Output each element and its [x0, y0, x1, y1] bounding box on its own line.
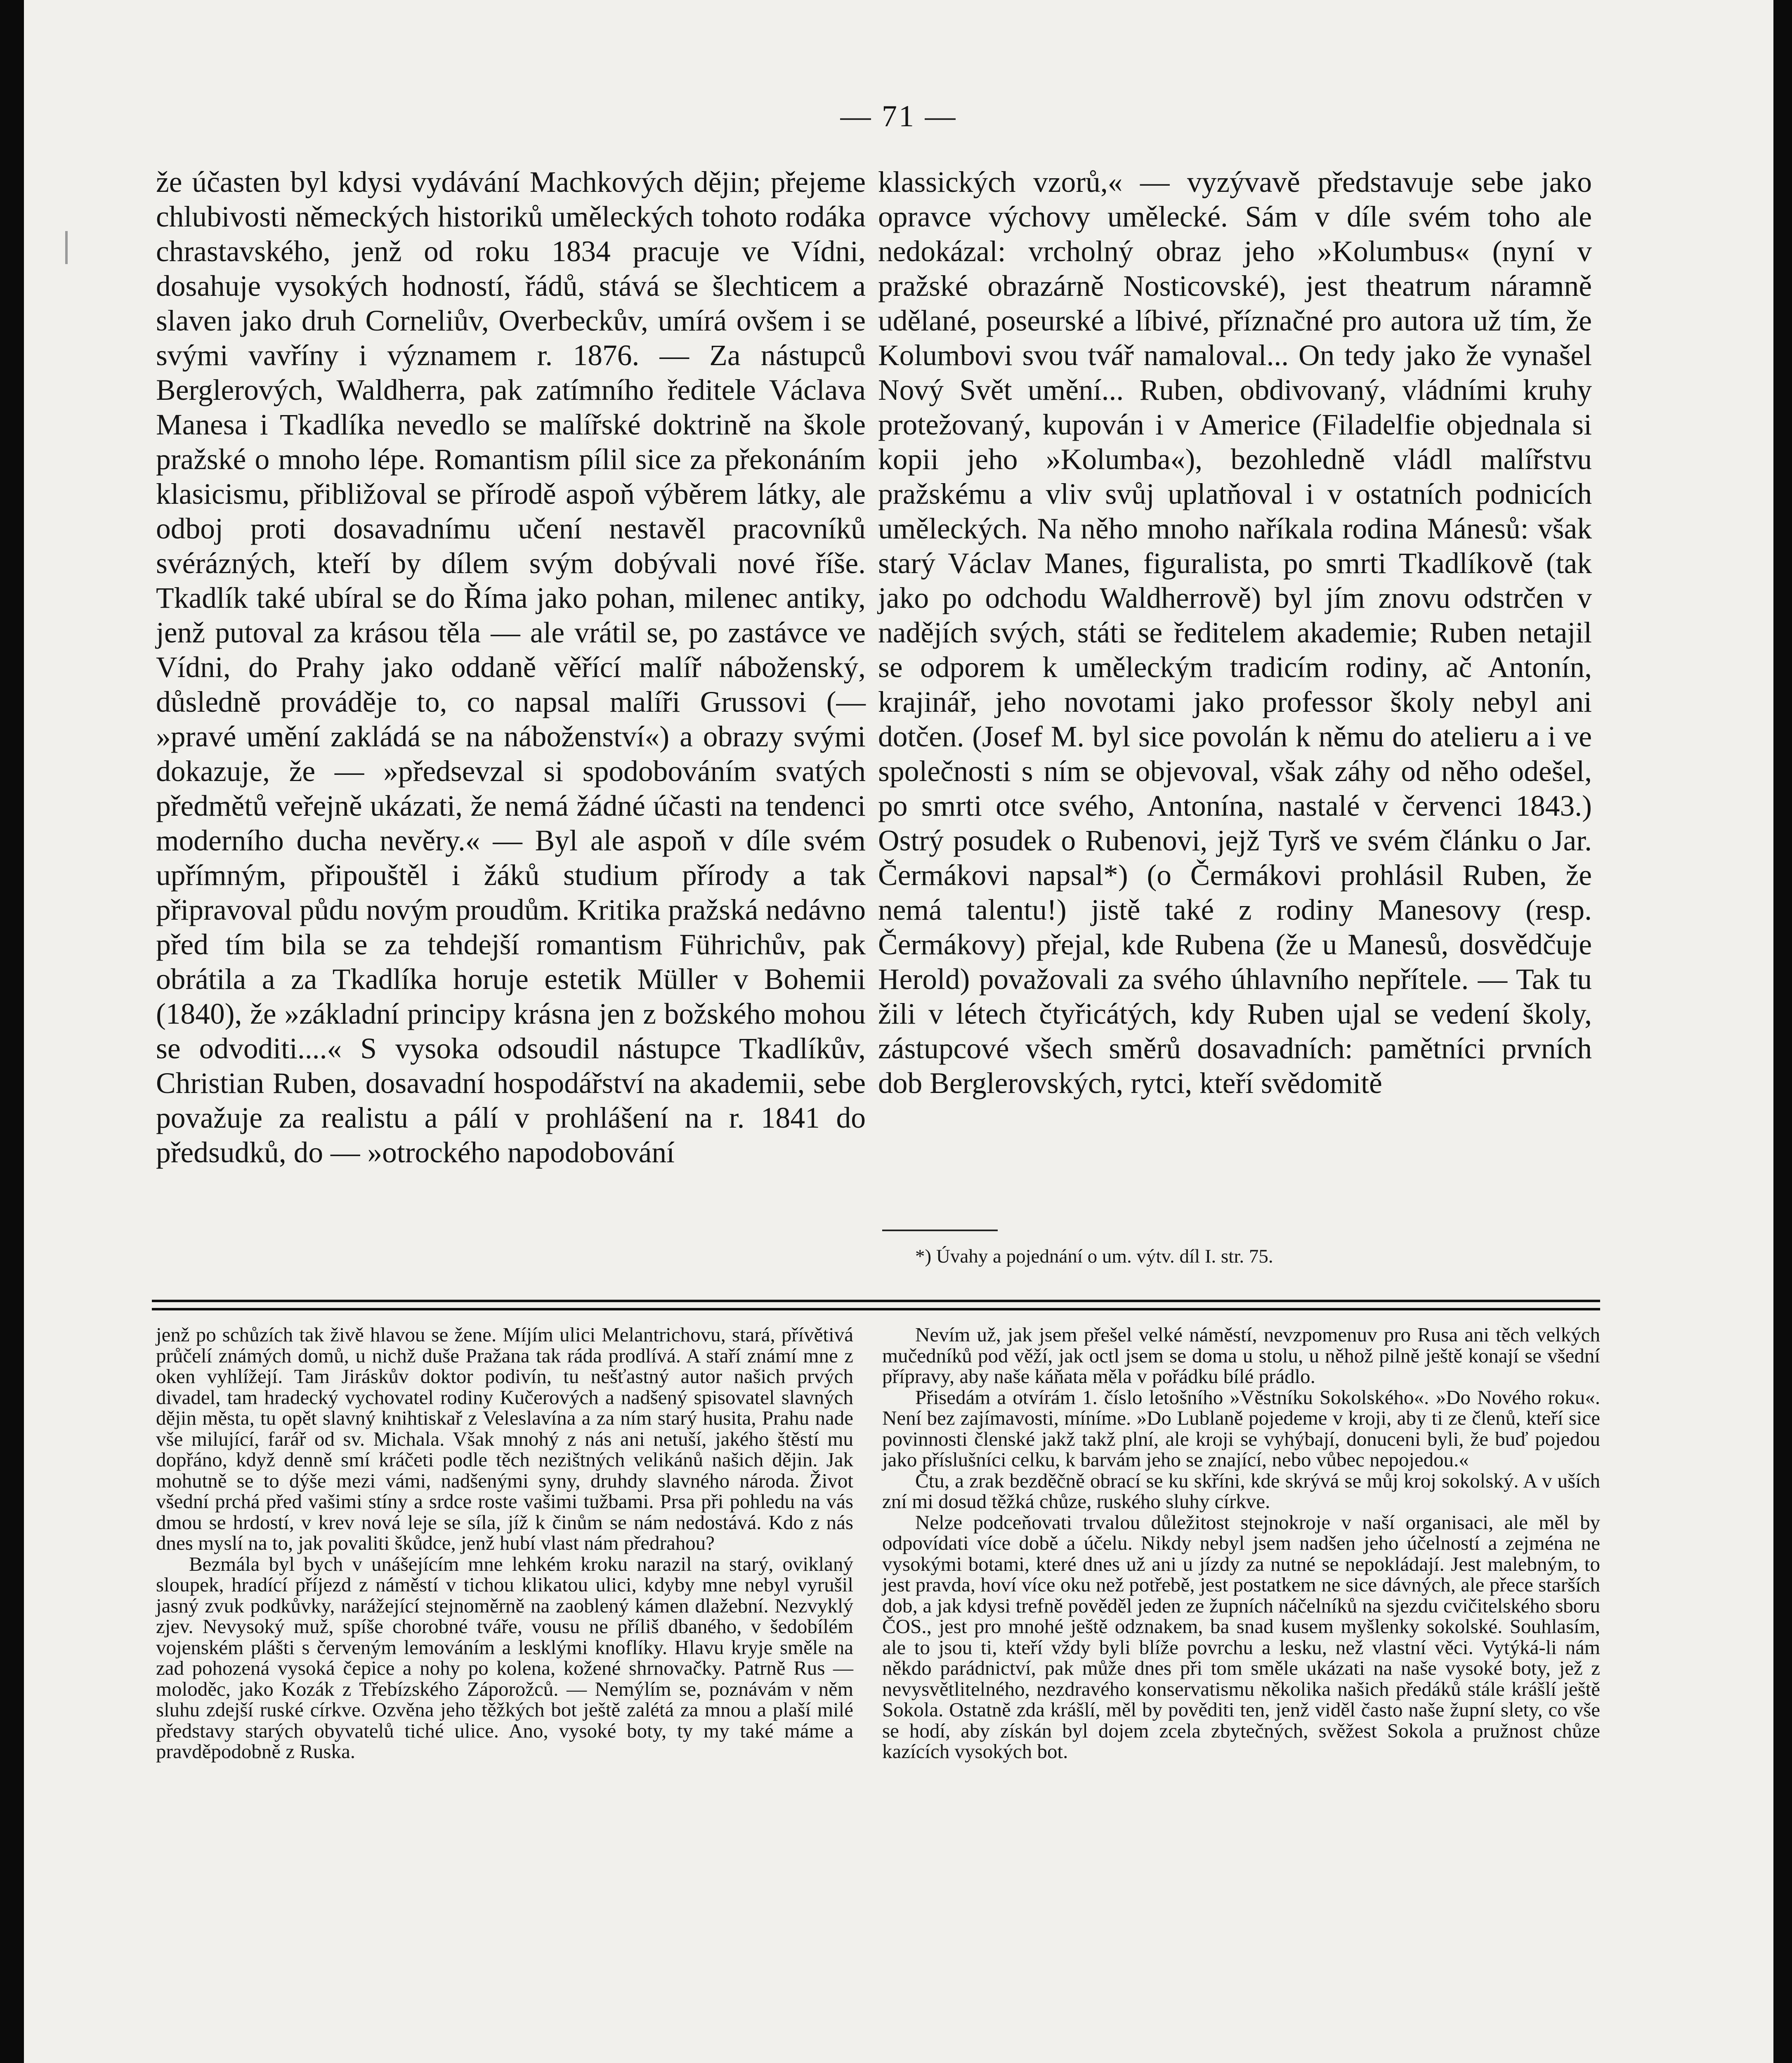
- page: [24, 0, 1773, 2063]
- footnote: *) Úvahy a pojednání o um. výtv. díl I. str. 75.: [915, 1246, 1273, 1267]
- upper-right-text: klassických vzorů,« — vyzývavě představuje sebe jako opravce výchovy umělecké. Sám v díle svém toho ale nedokázal: vrcholný obraz jeho »Kolumbus« (nyní v pražské obrazárně Nosticovské), jest theatrum náramně udělané, poseurské a líbivé, příznačné pro autora už tím, že Kolumbovi svou tvář namaloval... On tedy jako že vynašel Nový Svět umění... Ruben, obdivovaný, vládními kruhy protežovaný, kupován i v Americe (Filadelfie objednala si kopii jeho »Kolumba«), bezohledně vládl malířstvu pražskému a vliv svůj uplatňoval i v ostatních podnicích uměleckých. Na něho mnoho naříkala rodina Mánesů: však starý Václav Manes, figuralista, po smrti Tkadlíkově (tak jako po odchodu Waldherrově) byl jím znovu odstrčen v nadějích svých, státi se ředitelem akademie; Ruben netajil se odporem k uměleckým tradicím rodiny, ač Antonín, krajinář, jeho novotami jako professor školy nebyl ani dotčen. (Josef M. byl sice povolán k němu do atelieru a i ve společnosti s ním se objevoval, však záhy od něho odešel, po smrti otce svého, Antonína, nastalé v červenci 1843.) Ostrý posudek o Rubenovi, jejž Tyrš ve svém článku o Jar. Čermákovi napsal*) (o Čermákovi prohlásil Ruben, že nemá talentu!) jistě také z rodiny Manesovy (resp. Čermákovy) přejal, kde Rubena (že u Manesů, dosvědčuje Herold) považovali za svého úhlavního nepřítele. — Tak tu žili v létech čtyřicátých, kdy Ruben ujal se vedení školy, zástupcové všech směrů dosavadních: pamětníci prvních dob Berglerovských, rytci, kteří svědomitě: [878, 166, 1592, 1100]
- lower-right-paragraph: Čtu, a zrak bezděčně obrací se ku skříni, kde skrývá se můj kroj sokolský. A v uších zní mi dosud těžká chůze, ruského sluhy církve.: [882, 1469, 1600, 1513]
- lower-left-column: [156, 1324, 853, 1762]
- section-separator-rule: [152, 1308, 1600, 1310]
- lower-right-column: [882, 1324, 1600, 1762]
- section-separator-rule: [152, 1300, 1600, 1302]
- margin-mark: [65, 231, 68, 264]
- page-number: — 71 —: [840, 99, 957, 133]
- upper-left-text: že účasten byl kdysi vydávání Machkových dějin; přejeme chlubivosti německých historiků uměleckých tohoto rodáka chrastavského, jenž od roku 1834 pracuje ve Vídni, dosahuje vysokých hodností, řádů, stává se šlechticem a slaven jako druh Corneliův, Overbeckův, umírá ovšem i se svými vavříny i významem r. 1876. — Za nástupců Berglerových, Waldherra, pak zatímního ředitele Václava Manesa i Tkadlíka nevedlo se malířské doktrině na škole pražské o mnoho lépe. Romantism pílil sice za překonáním klasicismu, přibližoval se přírodě aspoň výběrem látky, ale odboj proti dosavadnímu učení nestavěl pracovníků svérázných, kteří by dílem svým dobývali nové říše. Tkadlík také ubíral se do Říma jako pohan, milenec antiky, jenž putoval za krásou těla — ale vrátil se, po zastávce ve Vídni, do Prahy jako oddaně věřící malíř náboženský, důsledně prováděje to, co napsal malíři Grussovi (— »pravé umění zakládá se na náboženství«) a obrazy svými dokazuje, že — »předsevzal si spodobováním svatých předmětů veřejně ukázati, že nemá žádné účasti na tendenci moderního ducha nevěry.« — Byl ale aspoň v díle svém upřímným, připouštěl i žáků studium přírody a tak připravoval půdu novým proudům. Kritika pražská nedávno před tím bila se za tehdejší romantism Führichův, pak obrátila a za Tkadlíka horuje estetik Müller v Bohemii (1840), že »základní principy krásna jen z božského mohou se odvoditi....« S vysoka odsoudil nástupce Tkadlíkův, Christian Ruben, dosavadní hospodářství na akademii, sebe považuje za realistu a pálí v prohlášení na r. 1841 do předsudků, do — »otrockého napodobování: [156, 166, 866, 1169]
- lower-right-paragraph: Přisedám a otvírám 1. číslo letošního »Věstníku Sokolského«. »Do Nového roku«. Není bez zajímavosti, míníme. »Do Lublaně pojedeme v kroji, aby ti ze členů, kteří sice povinnosti členské jakž takž plní, ale kroji se vyhýbají, donuceni byli, že buď pojedou jako příslušníci celku, k barvám jeho se znající, nebo vůbec nepojedou.«: [882, 1386, 1600, 1471]
- footnote-rule: [882, 1230, 998, 1231]
- lower-left-paragraph: jenž po schůzích tak živě hlavou se žene. Míjím ulici Melantrichovu, stará, přívětivá průčelí známých domů, u nichž duše Pražana tak ráda prodlívá. A staří známí mne z oken vyhlížejí. Tam Jiráskův doktor podivín, tu nešťastný autor našich prvých divadel, tam hradecký vychovatel rodiny Kučerových a nadšený spisovatel slavných dějin města, tu opět slavný knihtiskař z Veleslavína a za ním starý husita, Prahu nade vše milující, farář od sv. Michala. Však mnohý z nás ani netuší, jakého štěstí mu dopřáno, když denně smí kráčeti podle těch nezištných velikánů našich dějin. Jak mohutně se to dýše mezi vámi, nadšenými syny, druhdy slavného národa. Život všední prchá před vašimi stíny a srdce roste vašimi tužbami. Prsa při pohledu na vás dmou se hrdostí, v krev nová leje se síla, jíž k činům se nám nedostává. Kdo z nás dnes myslí na to, jak povaliti škůdce, jenž hubí vlast nám předrahou?: [156, 1323, 853, 1554]
- upper-right-column: [878, 165, 1592, 1101]
- lower-left-paragraph: Bezmála byl bych v unášejícím mne lehkém kroku narazil na starý, oviklaný sloupek, hradící příjezd z náměstí v tichou klikatou ulici, kdyby mne nebyl vyrušil jasný zvuk podkůvky, narážející stejnoměrně na zaoblený kámen dlažební. Nezvyklý zjev. Nevysoký muž, spíše chorobné tváře, vousu ne příliš dbaného, v šedobílém vojenském plášti s červeným lemováním a lesklými knoflíky. Hlavu kryje směle na zad pohozená vysoká čepice a nohy po kolena, kožené shrnovačky. Patrně Rus — moloděc, jako Kozák z Třebízského Záporožců. — Nemýlím se, poznávám v něm sluhu zdejší ruské církve. Ozvěna jeho těžkých bot ještě zalétá za mnou a plaší milé představy starých obyvatelů tiché ulice. Ano, vysoké boty, ty my také máme a pravděpodobně z Ruska.: [156, 1552, 853, 1763]
- upper-left-column: [156, 165, 866, 1170]
- lower-right-paragraph: Nelze podceňovati trvalou důležitost stejnokroje v naší organisaci, ale měl by odpovídati více době a účelu. Nikdy nebyl jsem nadšen jeho účelností a zejména ne vysokými botami, které dnes už ani u jízdy za nutné se nepokládají. Jest malebným, to jest pravda, hoví více oku než potřebě, jest postatkem ne sice dávných, ale přece starších dob, a jak kdysi trefně pověděl jeden ze župních náčelníků na sjezdu cvičitelského sboru ČOS., jest pro mnohé ještě odznakem, ba snad kusem myšlenky sokolské. Souhlasím, ale to jsou ti, kteří vždy byli blíže povrchu a lesku, než vlastní věci. Vytýká-li nám někdo parádnictví, pak může dnes při tom směle ukázati na naše vysoké boty, jež z nevysvětlitelného, nezdravého konservatismu několika našich předáků stále krášlí ještě Sokola. Ostatně zda krášlí, měl by pověditi ten, jenž viděl často naše župní slety, co vše se hodí, aby získán byl dojem zcela zbytečných, svěžest Sokola a pružnost chůze kazících vysokých bot.: [882, 1511, 1600, 1763]
- lower-right-paragraph: Nevím už, jak jsem přešel velké náměstí, nevzpomenuv pro Rusa ani těch velkých mučedníků pod věží, jak octl jsem se doma u stolu, u něhož pilně ještě konají se všední přípravy, aby naše káňata měla v pořádku bílé prádlo.: [882, 1323, 1600, 1388]
